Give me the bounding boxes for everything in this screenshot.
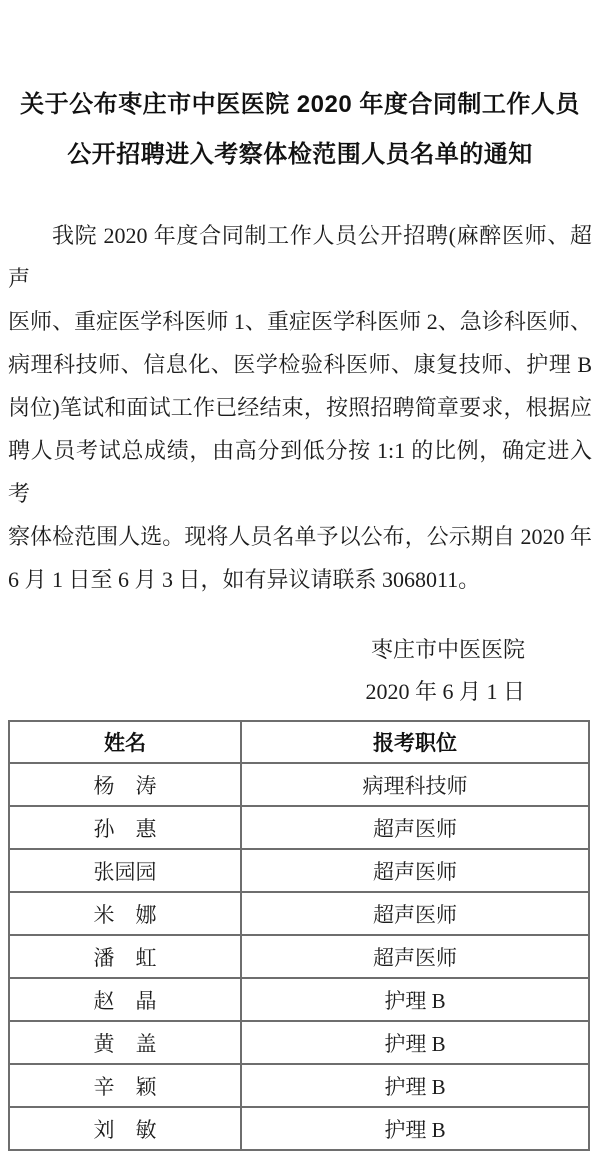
cell-name: 黄 盖 xyxy=(9,1021,241,1064)
signature-date: 2020 年 6 月 1 日 xyxy=(365,679,525,704)
cell-name: 辛 颖 xyxy=(9,1064,241,1107)
title-line-2: 公开招聘进入考察体检范围人员名单的通知 xyxy=(67,141,533,168)
signature-block xyxy=(0,629,525,713)
cell-name: 米 娜 xyxy=(9,892,241,935)
cell-name: 潘 虹 xyxy=(9,935,241,978)
table-row xyxy=(9,892,589,935)
cell-position: 超声医师 xyxy=(241,849,589,892)
cell-name: 刘 敏 xyxy=(9,1107,241,1150)
table-row xyxy=(9,1107,589,1150)
table-row xyxy=(9,978,589,1021)
cell-position: 护理 B xyxy=(241,978,589,1021)
cell-position: 超声医师 xyxy=(241,935,589,978)
table-row xyxy=(9,763,589,806)
body-line: 医师、重症医学科医师 1、重症医学科医师 2、急诊科医师、 xyxy=(8,309,592,334)
body-line: 我院 2020 年度合同制工作人员公开招聘(麻醉医师、超声 xyxy=(8,223,592,291)
cell-name: 杨 涛 xyxy=(9,763,241,806)
notice-body xyxy=(8,214,592,601)
body-line: 察体检范围人选。现将人员名单予以公布，公示期自 2020 年 xyxy=(8,524,592,549)
cell-position: 护理 B xyxy=(241,1107,589,1150)
body-line: 聘人员考试总成绩，由高分到低分按 1:1 的比例，确定进入考 xyxy=(8,438,592,506)
cell-position: 护理 B xyxy=(241,1064,589,1107)
signature-org: 枣庄市中医医院 xyxy=(370,637,525,662)
cell-name: 孙 惠 xyxy=(9,806,241,849)
table-row xyxy=(9,1064,589,1107)
document-page xyxy=(0,80,600,1142)
table-row xyxy=(9,806,589,849)
table-row xyxy=(9,849,589,892)
cell-position: 护理 B xyxy=(241,1021,589,1064)
title-line-1: 关于公布枣庄市中医医院 2020 年度合同制工作人员 xyxy=(20,91,580,118)
column-header-position: 报考职位 xyxy=(241,721,589,763)
cell-name: 张园园 xyxy=(9,849,241,892)
cell-position: 超声医师 xyxy=(241,892,589,935)
column-header-name: 姓名 xyxy=(9,721,241,763)
candidates-table xyxy=(8,720,590,1151)
body-line: 6 月 1 日至 6 月 3 日，如有异议请联系 3068011。 xyxy=(8,567,481,592)
body-line: 岗位)笔试和面试工作已经结束，按照招聘简章要求，根据应 xyxy=(8,395,592,420)
cell-position: 病理科技师 xyxy=(241,763,589,806)
table-header-row xyxy=(9,721,589,763)
table-row xyxy=(9,935,589,978)
body-line: 病理科技师、信息化、医学检验科医师、康复技师、护理 B xyxy=(8,352,592,377)
table-row xyxy=(9,1021,589,1064)
page-title xyxy=(10,80,590,180)
cell-name: 赵 晶 xyxy=(9,978,241,1021)
cell-position: 超声医师 xyxy=(241,806,589,849)
